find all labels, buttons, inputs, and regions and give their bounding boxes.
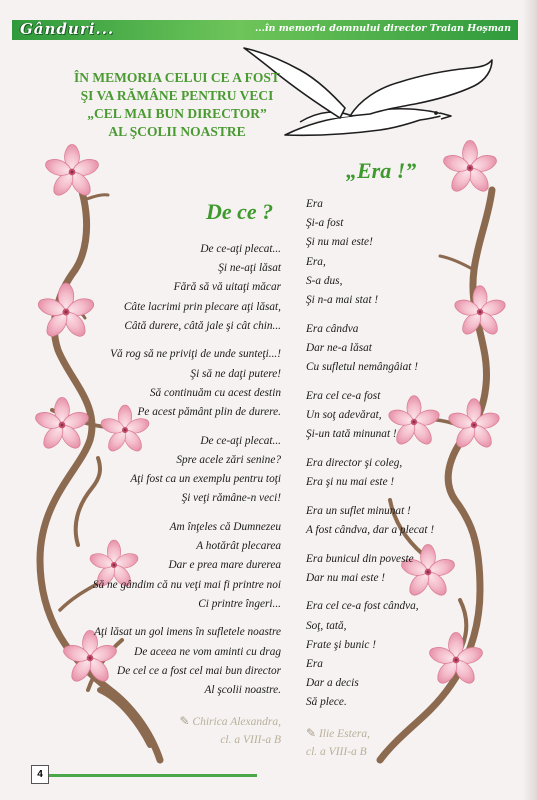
poem-line: Fără să vă uitaţi măcar (173, 281, 281, 294)
poem-line: De cel ce a fost cel mai bun director (117, 664, 281, 677)
poem-line: Şi-a fost (306, 217, 344, 230)
stanza (306, 387, 434, 445)
stanza (306, 597, 434, 712)
poem-line: Era cel ce-a fost cândva, (306, 600, 419, 613)
poem-line: Era cândva (306, 322, 359, 335)
poem-line: Cu sufletul nemângâiat ! (306, 361, 419, 373)
stanza (306, 320, 434, 378)
poem-line: Dar nu mai este ! (306, 571, 386, 584)
poem-line: Era un suflet minunat ! (306, 504, 411, 517)
footer-rule (49, 774, 257, 777)
poem-line: Era (306, 657, 323, 670)
page-edge-shadow (523, 0, 537, 800)
poem-line: De ce-aţi plecat... (200, 434, 281, 447)
poem-line: Şi ne-aţi lăsat (218, 262, 281, 275)
stanza (306, 454, 434, 492)
author-class: cl. a VIII-a B (220, 734, 281, 747)
poem-line: Dar e prea mare durerea (168, 559, 281, 572)
poem-line: Aţi lăsat un gol imens în sufletele noastre (94, 626, 281, 639)
poem-line: S-a dus, (306, 274, 343, 287)
poem-left-title: De ce ? (206, 199, 274, 224)
pen-icon: ✎ (306, 726, 317, 740)
author-name: Ilie Estera, (318, 728, 371, 740)
poem-line: Aţi fost ca un exemplu pentru toţi (130, 473, 281, 486)
poem-line: Al şcolii noastre. (204, 683, 281, 696)
poem-line: Şi să ne daţi putere! (190, 367, 281, 380)
poem-left-text (93, 240, 281, 710)
title-line: „CEL MAI BUN DIRECTOR” (87, 106, 267, 121)
header-dedication: ...în memoria domnului director Traian Hoşman (255, 23, 511, 34)
poem-right-text (306, 195, 434, 722)
stanza (93, 518, 281, 614)
poem-line: Şi nu mai este! (306, 236, 373, 249)
section-title: Gânduri... (20, 20, 115, 38)
poem-line: Un soţ adevărat, (306, 408, 382, 421)
poem-line: Era cel ce-a fost (306, 389, 381, 402)
poem-line: Şi-un tată minunat ! (306, 428, 397, 441)
poem-line: Şi n-a mai stat ! (306, 293, 379, 306)
poem-left-signature (179, 712, 281, 750)
poem-line: A hotărât plecarea (196, 540, 281, 553)
poem-line: De ce-aţi plecat... (200, 243, 281, 255)
stanza (306, 195, 434, 310)
poem-line: Frate şi bunic ! (306, 638, 376, 651)
poem-line: Era şi nu mai este ! (306, 475, 395, 488)
poem-line: Era (306, 198, 323, 210)
stanza (306, 502, 434, 540)
poem-line: Câte lacrimi prin plecare aţi lăsat, (123, 300, 281, 313)
stanza (93, 345, 281, 422)
poem-line: Să ne gândim că nu veţi mai fi printre noi (92, 578, 281, 591)
title-line: AL ŞCOLII NOASTRE (108, 124, 246, 139)
poem-line: A fost cândva, dar a plecat ! (306, 523, 435, 536)
poem-line: Pe acest pământ plin de durere. (137, 406, 281, 418)
page-number: 4 (31, 765, 49, 784)
poem-line: Să plece. (306, 696, 347, 709)
stanza (93, 623, 281, 700)
memorial-title (32, 69, 322, 141)
poem-line: Soţ, tată, (306, 619, 347, 632)
poem-line: Şi veţi rămâne-n veci! (181, 492, 281, 505)
poem-right-signature (306, 724, 370, 762)
stanza (93, 240, 281, 336)
poem-line: Dar ne-a lăsat (306, 341, 372, 354)
stanza (93, 432, 281, 509)
poem-line: Ci printre îngeri... (198, 597, 281, 610)
poem-line: Dar a decis (306, 677, 359, 690)
poem-line: Să continuăm cu acest destin (149, 386, 281, 399)
title-line: ŞI VA RĂMÂNE PENTRU VECI (80, 88, 274, 103)
poem-line: Era bunicul din poveste (306, 552, 414, 565)
poem-line: De aceea ne vom aminti cu drag (134, 645, 281, 658)
poem-line: Câtă durere, câtă jale şi cât chin... (124, 319, 281, 332)
stanza (306, 550, 434, 588)
poem-line: Era director şi coleg, (306, 456, 403, 469)
poem-line: Era, (306, 255, 326, 268)
title-line: ÎN MEMORIA CELUI CE A FOST (74, 70, 280, 85)
poem-right-title: „Era !” (346, 158, 417, 183)
pen-icon: ✎ (179, 714, 190, 728)
poem-line: Spre acele zări senine? (176, 453, 281, 466)
poem-line: Am înţeles că Dumnezeu (169, 520, 281, 533)
poem-line: Vă rog să ne priviţi de unde sunteţi...! (110, 348, 281, 361)
author-class: cl. a VIII-a B (306, 746, 367, 759)
author-name: Chirica Alexandra, (192, 716, 281, 728)
